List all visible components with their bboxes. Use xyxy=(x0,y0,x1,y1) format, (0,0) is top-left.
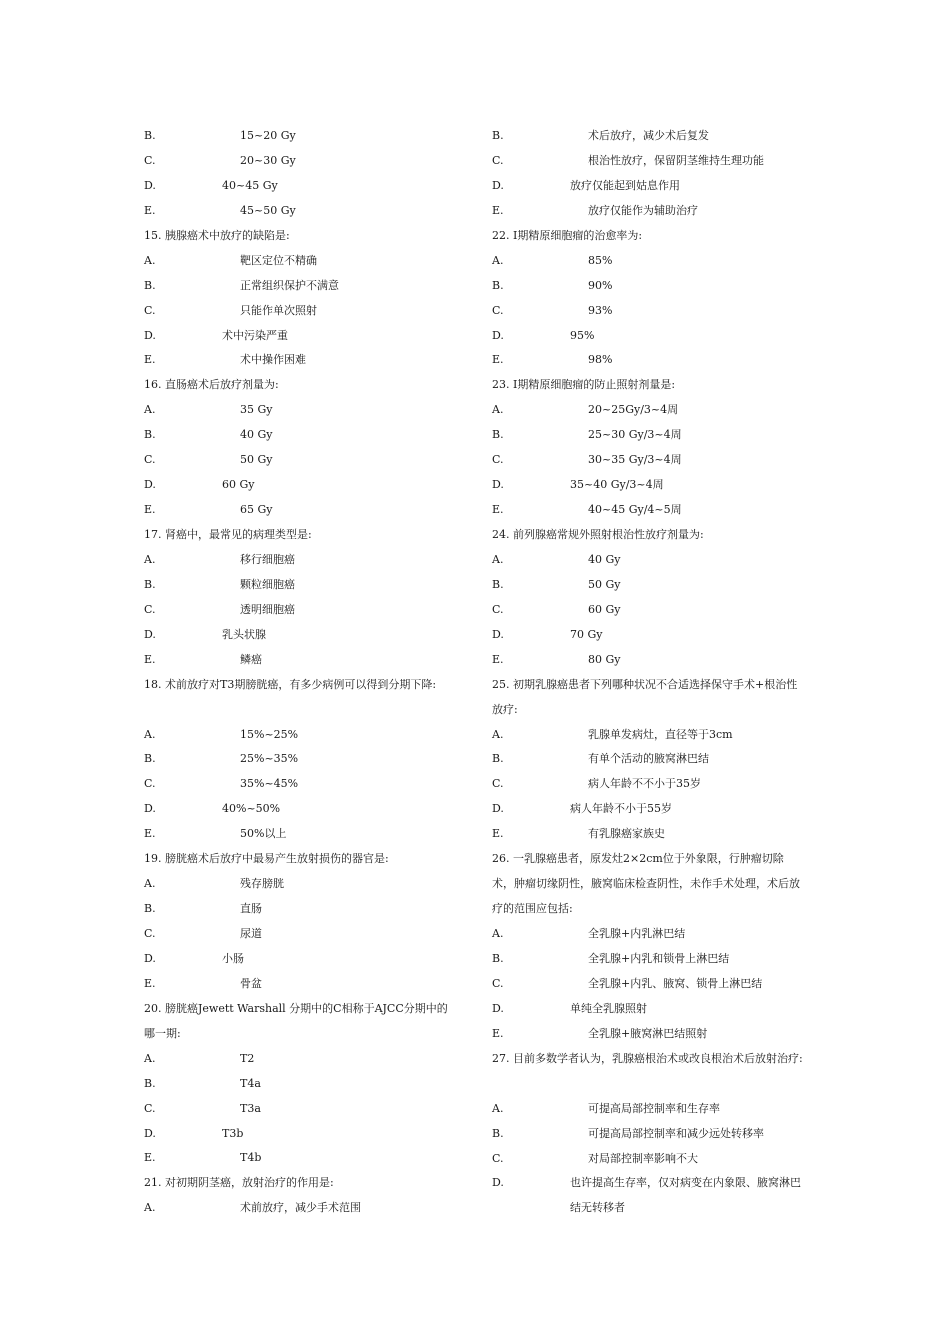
option-text: 病人年龄不不小于35岁 xyxy=(588,777,701,791)
option-letter: A. xyxy=(492,403,504,417)
option-text: 放疗仅能作为辅助治疗 xyxy=(588,203,698,217)
option-letter: D. xyxy=(492,178,504,192)
answer-option xyxy=(144,473,474,498)
option-letter: A. xyxy=(492,1101,504,1115)
answer-option xyxy=(492,423,822,448)
answer-option xyxy=(492,124,822,149)
option-text: 65 Gy xyxy=(240,503,273,517)
question-text: 19. 膀胱癌术后放疗中最易产生放射损伤的器官是: xyxy=(144,852,389,866)
option-letter: A. xyxy=(492,552,504,566)
option-letter: E. xyxy=(144,976,156,990)
answer-option xyxy=(144,324,474,349)
option-text: 透明细胞癌 xyxy=(240,602,295,616)
option-text: 乳腺单发病灶，直径等于3cm xyxy=(588,727,733,741)
answer-option xyxy=(492,548,822,573)
answer-option xyxy=(492,1122,822,1147)
option-letter: C. xyxy=(492,976,504,990)
option-letter: C. xyxy=(144,1101,156,1115)
answer-option xyxy=(144,448,474,473)
question-text: 22. Ⅰ期精原细胞瘤的治愈率为: xyxy=(492,228,643,242)
option-text: 有单个活动的腋窝淋巴结 xyxy=(588,752,709,766)
question-text: 18. 术前放疗对T3期膀胱癌，有多少病例可以得到分期下降: xyxy=(144,677,437,691)
option-letter: B. xyxy=(492,278,504,292)
option-letter: E. xyxy=(144,652,156,666)
option-letter: A. xyxy=(492,727,504,741)
answer-option xyxy=(492,498,822,523)
option-letter: A. xyxy=(144,1051,156,1065)
answer-option xyxy=(492,473,822,498)
option-text: 残存膀胱 xyxy=(240,877,284,891)
answer-option xyxy=(492,348,822,373)
answer-option xyxy=(144,199,474,224)
answer-option xyxy=(144,1047,474,1072)
option-letter: A. xyxy=(144,552,156,566)
answer-option xyxy=(144,548,474,573)
answer-option xyxy=(492,1097,822,1122)
option-letter: A. xyxy=(144,877,156,891)
answer-option xyxy=(144,423,474,448)
answer-option xyxy=(144,1196,474,1221)
option-letter: E. xyxy=(492,652,504,666)
option-letter: C. xyxy=(492,777,504,791)
option-text: 小肠 xyxy=(222,951,244,965)
option-letter: C. xyxy=(144,602,156,616)
option-text: 鳞癌 xyxy=(240,652,262,666)
answer-option xyxy=(144,149,474,174)
option-text: 25~30 Gy/3~4周 xyxy=(588,428,682,442)
option-text: 95% xyxy=(570,328,595,342)
option-letter: C. xyxy=(492,602,504,616)
question-text: 17. 肾癌中，最常见的病理类型是: xyxy=(144,528,312,541)
option-text: 单纯全乳腺照射 xyxy=(570,1001,647,1015)
option-letter: D. xyxy=(144,802,156,816)
option-text: 全乳腺+腋窝淋巴结照射 xyxy=(588,1026,708,1040)
answer-option xyxy=(144,897,474,922)
question-text: 26. 一乳腺癌患者，原发灶2×2cm位于外象限，行肿瘤切除术，肿瘤切缘阴性，腋窝临床检查阴性，未作手术处理，术后放疗的范围应包括: xyxy=(492,852,800,916)
answer-option xyxy=(144,797,474,822)
option-letter: E. xyxy=(492,1026,504,1040)
option-letter: E. xyxy=(144,203,156,217)
option-letter: E. xyxy=(492,353,504,367)
option-letter: E. xyxy=(144,1151,156,1165)
option-letter: C. xyxy=(144,153,156,167)
option-letter: B. xyxy=(144,129,156,142)
option-text: T3b xyxy=(222,1126,244,1140)
question-text: 15. 胰腺癌术中放疗的缺陷是: xyxy=(144,228,290,242)
answer-option xyxy=(492,723,822,748)
option-letter: D. xyxy=(144,627,156,641)
option-text: 50 Gy xyxy=(588,577,621,591)
option-letter: D. xyxy=(492,478,504,492)
option-letter: E. xyxy=(144,353,156,367)
option-text: 93% xyxy=(588,303,613,317)
option-text: 可提高局部控制率和生存率 xyxy=(588,1101,720,1115)
option-letter: A. xyxy=(144,1201,156,1215)
answer-option xyxy=(144,1097,474,1122)
answer-option xyxy=(144,723,474,748)
option-text: 正常组织保护不满意 xyxy=(240,278,339,292)
option-letter: E. xyxy=(492,827,504,841)
answer-option xyxy=(144,947,474,972)
option-letter: B. xyxy=(144,752,156,766)
option-letter: D. xyxy=(144,178,156,192)
option-letter: C. xyxy=(144,777,156,791)
answer-option xyxy=(144,822,474,847)
option-text: T4b xyxy=(240,1151,262,1165)
answer-option xyxy=(144,348,474,373)
option-text: 放疗仅能起到姑息作用 xyxy=(570,178,680,192)
question-text: 16. 直肠癌术后放疗剂量为: xyxy=(144,378,279,392)
option-letter: E. xyxy=(144,827,156,841)
option-text: 靶区定位不精确 xyxy=(240,253,317,267)
option-letter: E. xyxy=(144,503,156,517)
option-text: T3a xyxy=(240,1101,261,1115)
option-letter: D. xyxy=(144,328,156,342)
right-column xyxy=(492,124,822,1221)
answer-option xyxy=(492,797,822,822)
option-text: 80 Gy xyxy=(588,652,621,666)
answer-option xyxy=(492,398,822,423)
answer-option xyxy=(144,648,474,673)
option-text: T2 xyxy=(240,1051,255,1065)
option-text: 40~45 Gy xyxy=(222,178,278,192)
option-letter: B. xyxy=(492,428,504,442)
question-text: 27. 目前多数学者认为，乳腺癌根治术或改良根治术后放射治疗: xyxy=(492,1051,803,1065)
option-text: 直肠 xyxy=(240,902,262,916)
option-letter: D. xyxy=(492,328,504,342)
answer-option xyxy=(492,772,822,797)
option-text: 术前放疗，减少手术范围 xyxy=(240,1201,361,1215)
answer-option xyxy=(144,274,474,299)
option-letter: B. xyxy=(144,278,156,292)
answer-option xyxy=(492,199,822,224)
answer-option xyxy=(144,174,474,199)
option-text: 35%~45% xyxy=(240,777,299,791)
answer-option xyxy=(144,1072,474,1097)
question-text: 20. 膀胱癌Jewett Warshall 分期中的C相称于AJCC分期中的哪一期: xyxy=(144,1001,448,1040)
option-letter: D. xyxy=(144,478,156,492)
option-letter: C. xyxy=(492,453,504,467)
option-letter: B. xyxy=(492,577,504,591)
answer-option xyxy=(144,872,474,897)
question-text: 21. 对初期阴茎癌，放射治疗的作用是: xyxy=(144,1176,334,1190)
answer-option xyxy=(492,149,822,174)
option-text: 20~30 Gy xyxy=(240,153,296,167)
option-text: 根治性放疗，保留阴茎维持生理功能 xyxy=(588,153,764,167)
option-text: 只能作单次照射 xyxy=(240,303,317,317)
answer-option xyxy=(144,772,474,797)
option-text: 15%~25% xyxy=(240,727,299,741)
option-text: 15~20 Gy xyxy=(240,129,296,142)
option-text: 乳头状腺 xyxy=(222,627,266,641)
option-letter: E. xyxy=(492,503,504,517)
option-letter: B. xyxy=(144,577,156,591)
answer-option xyxy=(492,1171,822,1221)
option-letter: A. xyxy=(144,253,156,267)
option-letter: B. xyxy=(144,1076,156,1090)
answer-option xyxy=(144,249,474,274)
option-letter: A. xyxy=(492,927,504,941)
option-text: 有乳腺癌家族史 xyxy=(588,827,665,841)
answer-option xyxy=(144,598,474,623)
option-letter: A. xyxy=(492,253,504,267)
option-text: 术中污染严重 xyxy=(222,328,288,342)
option-letter: D. xyxy=(144,951,156,965)
option-text: 移行细胞癌 xyxy=(240,552,295,566)
answer-option xyxy=(144,623,474,648)
option-text: 30~35 Gy/3~4周 xyxy=(588,453,682,467)
option-text: 98% xyxy=(588,353,613,367)
answer-option xyxy=(492,1022,822,1047)
option-letter: D. xyxy=(492,1176,504,1190)
option-letter: A. xyxy=(144,403,156,417)
answer-option xyxy=(492,299,822,324)
option-letter: C. xyxy=(492,1151,504,1165)
option-letter: B. xyxy=(492,951,504,965)
option-text: T4a xyxy=(240,1076,261,1090)
answer-option xyxy=(144,972,474,997)
option-letter: D. xyxy=(492,802,504,816)
option-text: 35 Gy xyxy=(240,403,273,417)
option-text: 术后放疗，减少术后复发 xyxy=(588,129,709,142)
question-text: 24. 前列腺癌常规外照射根治性放疗剂量为: xyxy=(492,528,704,541)
answer-option xyxy=(492,623,822,648)
option-text: 60 Gy xyxy=(222,478,255,492)
answer-option xyxy=(492,249,822,274)
option-text: 20~25Gy/3~4周 xyxy=(588,403,679,417)
answer-option xyxy=(492,598,822,623)
option-text: 60 Gy xyxy=(588,602,621,616)
option-letter: C. xyxy=(144,927,156,941)
question-text: 25. 初期乳腺癌患者下列哪种状况不合适选择保守手术+根治性放疗: xyxy=(492,677,798,716)
option-letter: C. xyxy=(492,153,504,167)
option-text: 也许提高生存率，仅对病变在内象限、腋窝淋巴结无转移者 xyxy=(570,1176,801,1215)
option-text: 25%~35% xyxy=(240,752,299,766)
option-text: 85% xyxy=(588,253,613,267)
answer-option xyxy=(492,448,822,473)
answer-option xyxy=(144,1122,474,1147)
option-text: 40%~50% xyxy=(222,802,281,816)
option-letter: A. xyxy=(144,727,156,741)
option-text: 40 Gy xyxy=(588,552,621,566)
option-letter: B. xyxy=(492,129,504,142)
option-letter: C. xyxy=(492,303,504,317)
option-text: 全乳腺+内乳和锁骨上淋巴结 xyxy=(588,951,730,965)
option-text: 50 Gy xyxy=(240,453,273,467)
answer-option xyxy=(144,498,474,523)
option-letter: C. xyxy=(144,303,156,317)
option-letter: C. xyxy=(144,453,156,467)
option-text: 45~50 Gy xyxy=(240,203,296,217)
option-text: 90% xyxy=(588,278,613,292)
option-text: 全乳腺+内乳淋巴结 xyxy=(588,927,686,941)
answer-option xyxy=(492,972,822,997)
answer-option xyxy=(492,747,822,772)
option-text: 70 Gy xyxy=(570,627,603,641)
option-letter: D. xyxy=(492,627,504,641)
option-text: 骨盆 xyxy=(240,976,262,990)
option-letter: B. xyxy=(144,902,156,916)
answer-option xyxy=(492,822,822,847)
option-letter: D. xyxy=(492,1001,504,1015)
answer-option xyxy=(492,274,822,299)
option-text: 对局部控制率影响不大 xyxy=(588,1151,698,1165)
option-letter: E. xyxy=(492,203,504,217)
option-text: 术中操作困难 xyxy=(240,353,306,367)
option-text: 尿道 xyxy=(240,927,262,941)
option-text: 40~45 Gy/4~5周 xyxy=(588,503,682,517)
answer-option xyxy=(492,174,822,199)
option-text: 35~40 Gy/3~4周 xyxy=(570,478,664,492)
option-text: 40 Gy xyxy=(240,428,273,442)
answer-option xyxy=(144,1146,474,1171)
answer-option xyxy=(144,922,474,947)
answer-option xyxy=(492,324,822,349)
option-text: 颗粒细胞癌 xyxy=(240,577,295,591)
option-text: 可提高局部控制率和减少远处转移率 xyxy=(588,1126,764,1140)
answer-option xyxy=(492,947,822,972)
option-text: 病人年龄不小于55岁 xyxy=(570,802,672,816)
option-text: 全乳腺+内乳、腋窝、锁骨上淋巴结 xyxy=(588,976,763,990)
option-letter: B. xyxy=(492,1126,504,1140)
option-letter: D. xyxy=(144,1126,156,1140)
option-text: 50%以上 xyxy=(240,827,287,841)
question-text: 23. Ⅰ期精原细胞瘤的防止照射剂量是: xyxy=(492,378,676,392)
answer-option xyxy=(144,747,474,772)
answer-option xyxy=(144,573,474,598)
answer-option xyxy=(492,648,822,673)
option-letter: B. xyxy=(144,428,156,442)
answer-option xyxy=(144,398,474,423)
answer-option xyxy=(144,299,474,324)
answer-option xyxy=(492,1147,822,1172)
answer-option xyxy=(492,573,822,598)
answer-option xyxy=(144,124,474,149)
answer-option xyxy=(492,997,822,1022)
answer-option xyxy=(492,922,822,947)
option-letter: B. xyxy=(492,752,504,766)
left-column xyxy=(144,124,474,1221)
